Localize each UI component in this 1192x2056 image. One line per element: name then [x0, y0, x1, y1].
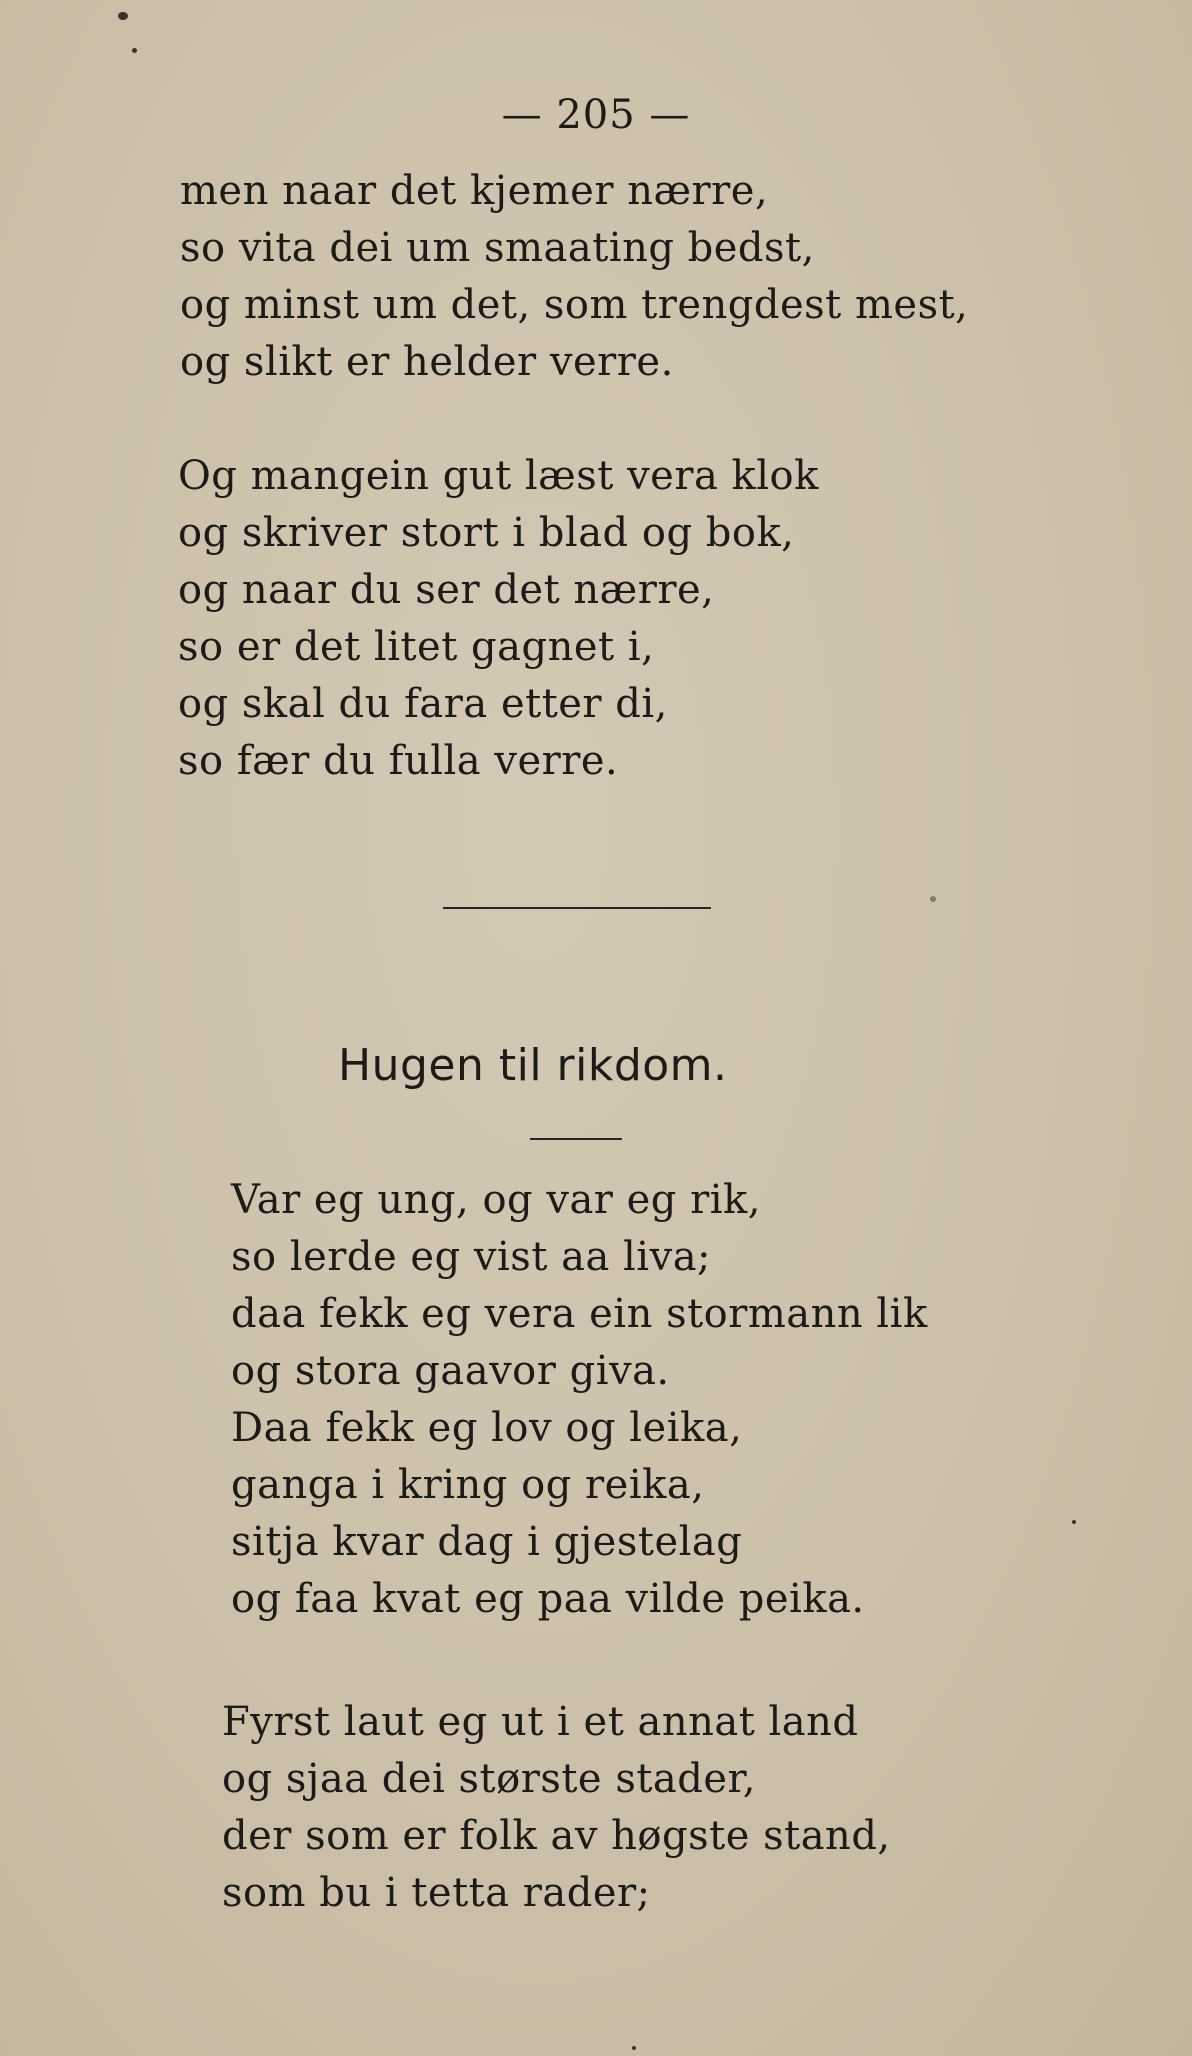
verse-line: der som er folk av høgste stand, [222, 1813, 891, 1859]
verse-line: men naar det kjemer nærre, [180, 168, 769, 214]
verse-line: sitja kvar dag i gjestelag [231, 1519, 743, 1565]
paper-speck [118, 12, 128, 20]
stanza-1 [180, 163, 968, 391]
stanza-2 [178, 448, 819, 790]
verse-line: so fær du fulla verre. [178, 738, 619, 784]
verse-line: og stora gaavor giva. [231, 1348, 670, 1394]
paper-speck [132, 48, 137, 53]
verse-line: Daa fekk eg lov og leika, [231, 1405, 743, 1451]
paper-speck [632, 2046, 636, 2050]
verse-line: so lerde eg vist aa liva; [231, 1234, 712, 1280]
paper-speck [1072, 1520, 1076, 1524]
verse-line: Og mangein gut læst vera klok [178, 453, 819, 499]
verse-line: og slikt er helder verre. [180, 339, 674, 385]
paper-speck [930, 896, 936, 902]
verse-line: og minst um det, som trengdest mest, [180, 282, 969, 328]
verse-line: som bu i tetta rader; [222, 1870, 651, 1916]
verse-line: daa fekk eg vera ein stormann lik [231, 1291, 928, 1337]
verse-line: og faa kvat eg paa vilde peika. [231, 1576, 865, 1622]
verse-line: Fyrst laut eg ut i et annat land [222, 1699, 859, 1745]
verse-line: ganga i kring og reika, [231, 1462, 705, 1508]
verse-line: og naar du ser det nærre, [178, 567, 715, 613]
verse-line: og skriver stort i blad og bok, [178, 510, 795, 556]
verse-line: Var eg ung, og var eg rik, [231, 1177, 761, 1223]
stanza-3 [231, 1172, 928, 1628]
section-divider [443, 907, 711, 909]
verse-line: so vita dei um smaating bedst, [180, 225, 815, 271]
page-number: — 205 — [501, 92, 691, 138]
poem-title: Hugen til rikdom. [338, 1040, 728, 1091]
title-underline-rule [530, 1138, 622, 1140]
verse-line: og sjaa dei største stader, [222, 1756, 756, 1802]
verse-line: so er det litet gagnet i, [178, 624, 655, 670]
verse-line: og skal du fara etter di, [178, 681, 668, 727]
stanza-4 [222, 1694, 891, 1922]
